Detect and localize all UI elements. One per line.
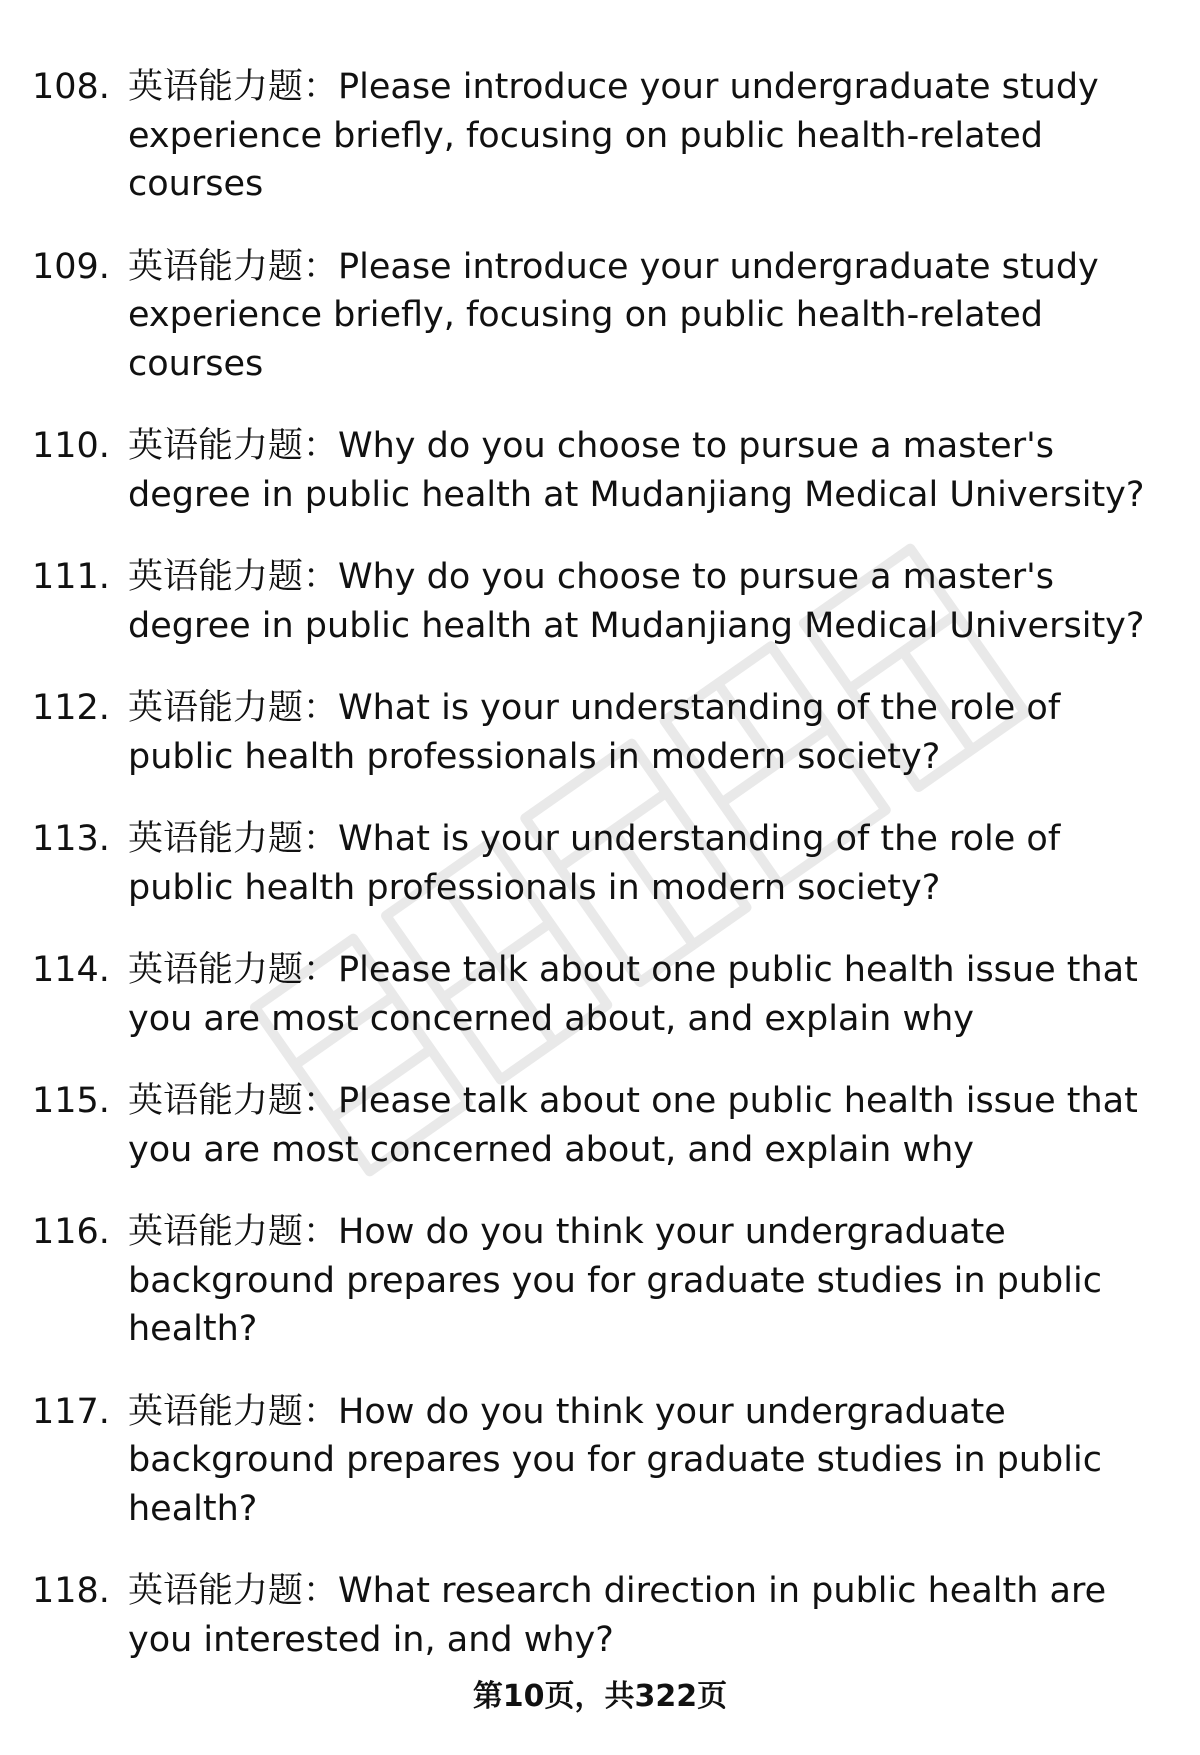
question-number: 113. [32, 819, 110, 859]
question-text: Please introduce your undergraduate study experience briefly, focusing on public health-related courses [128, 246, 1099, 384]
question-number: 112. [32, 688, 110, 728]
question-number: 114. [32, 950, 110, 990]
question-category: 英语能力题： [128, 67, 339, 107]
question-text: What is your understanding of the role of public health professionals in modern society? [128, 688, 1061, 777]
question-category: 英语能力题： [128, 426, 339, 466]
question-item [0, 1388, 1200, 1534]
question-text: Why do you choose to pursue a master's degree in public health at Mudanjiang Medical University? [128, 557, 1145, 646]
question-list [0, 63, 1200, 1698]
question-number: 111. [32, 557, 110, 597]
question-item [0, 243, 1200, 389]
question-item [0, 1567, 1200, 1664]
question-item [0, 1208, 1200, 1354]
question-text: Please introduce your undergraduate study experience briefly, focusing on public health-related courses [128, 67, 1099, 204]
question-number: 108. [32, 67, 110, 107]
question-number: 117. [32, 1391, 110, 1432]
question-category: 英语能力题： [128, 688, 339, 728]
question-number: 116. [32, 1212, 110, 1252]
question-category: 英语能力题： [128, 1391, 339, 1432]
question-item [0, 946, 1200, 1043]
question-text: What is your understanding of the role of public health professionals in modern society? [128, 819, 1061, 908]
question-category: 英语能力题： [128, 1081, 339, 1121]
question-category: 英语能力题： [128, 950, 339, 990]
question-number: 109. [32, 246, 110, 287]
question-text: How do you think your undergraduate background prepares you for graduate studies in public health? [128, 1391, 1102, 1529]
question-category: 英语能力题： [128, 557, 339, 597]
question-text: What research direction in public health are you interested in, and why? [128, 1571, 1107, 1660]
question-item [0, 815, 1200, 912]
question-number: 110. [32, 426, 110, 466]
question-text: Why do you choose to pursue a master's degree in public health at Mudanjiang Medical University? [128, 426, 1145, 515]
question-item [0, 63, 1200, 209]
question-text: Please talk about one public health issue that you are most concerned about, and explain why [128, 950, 1138, 1039]
question-category: 英语能力题： [128, 1212, 339, 1252]
question-category: 英语能力题： [128, 1571, 339, 1611]
question-category: 英语能力题： [128, 819, 339, 859]
question-item [0, 1077, 1200, 1174]
question-number: 118. [32, 1571, 110, 1611]
question-text: How do you think your undergraduate background prepares you for graduate studies in public health? [128, 1212, 1102, 1349]
question-item [0, 422, 1200, 519]
page-footer: 第10页，共322页 [472, 1679, 728, 1714]
question-text: Please talk about one public health issue that you are most concerned about, and explain why [128, 1081, 1138, 1170]
question-category: 英语能力题： [128, 246, 339, 287]
question-item [0, 684, 1200, 781]
question-item [0, 553, 1200, 650]
question-number: 115. [32, 1081, 110, 1121]
